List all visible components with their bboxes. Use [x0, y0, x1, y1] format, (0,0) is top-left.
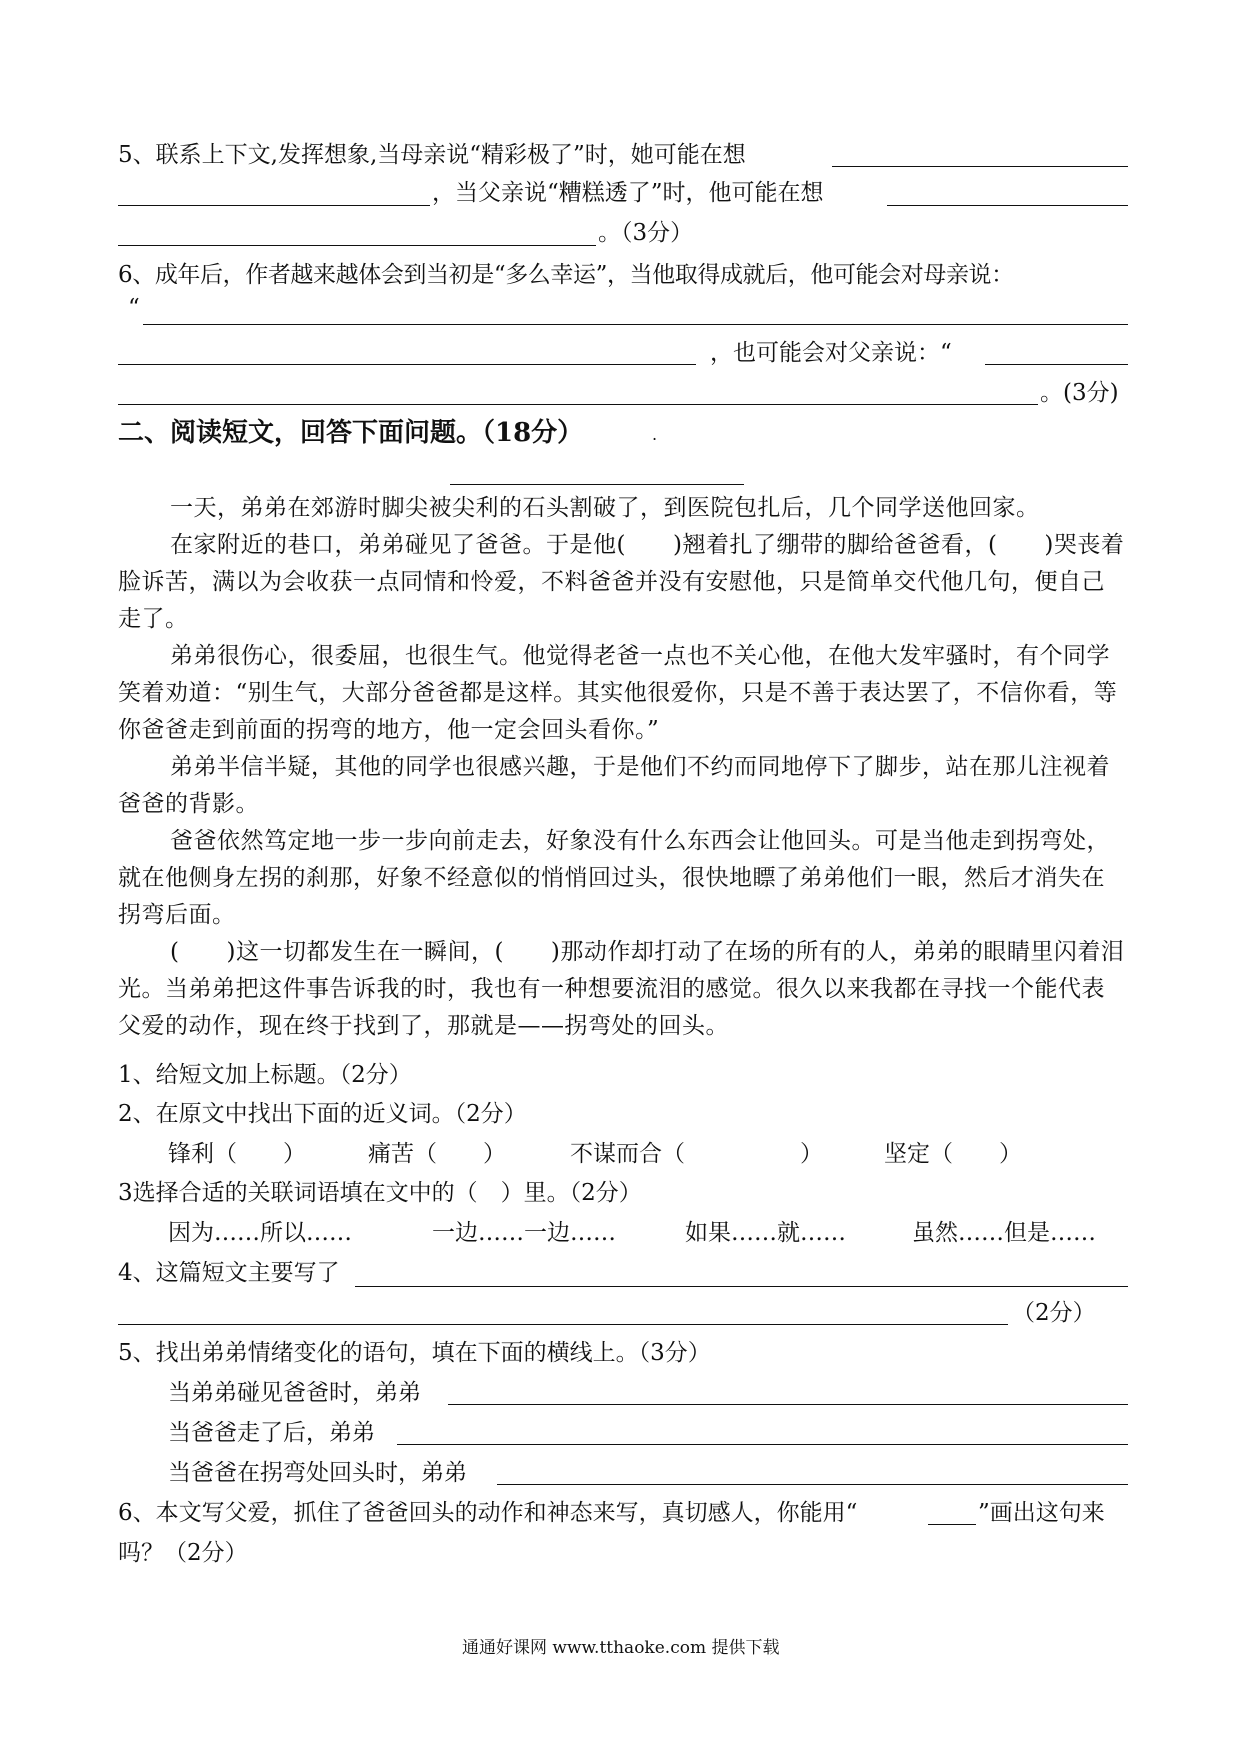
passage-paragraph-1: 一天，弟弟在郊游时脚尖被尖利的石头割破了，到医院包扎后，几个同学送他回家。 [170, 495, 1040, 521]
q5-blank-4[interactable] [118, 245, 596, 246]
q6-blank-3[interactable] [985, 364, 1128, 365]
q6-sample-underline [928, 1524, 976, 1525]
q3-option-3: 如果……就…… [685, 1220, 846, 1246]
q5-answer-blank-3[interactable] [497, 1484, 1128, 1485]
section-heading: 二、阅读短文，回答下面问题。（18分） [118, 418, 584, 448]
q6-prompt-1: 6、本文写父爱，抓住了爸爸回头的动作和神态来写，真切感人，你能用“ [118, 1500, 858, 1526]
passage-paragraph-3: 弟弟很伤心，很委屈，也很生气。他觉得老爸一点也不关心他，在他大发牢骚时，有个同学笑着劝道：“别生气，大部分爸爸都是这样。其实他很爱你，只是不善于表达罢了，不信你看，等你爸爸走到前面的拐弯的地方，他一定会回头看你。” [118, 643, 1118, 743]
question-1: 1、给短文加上标题。（2分） [118, 1062, 412, 1088]
footer-credit: 通通好课网 www.tthaoke.com 提供下载 [462, 1638, 780, 1658]
q2-item-4: 坚定（ ） [884, 1141, 1022, 1167]
q5-line2: ，当父亲说“糟糕透了”时，他可能在想 [432, 180, 824, 206]
question-5: 5、找出弟弟情绪变化的语句，填在下面的横线上。（3分） [118, 1340, 711, 1366]
passage-paragraph-2: 在家附近的巷口，弟弟碰见了爸爸。于是他( )翘着扎了绷带的脚给爸爸看，( )哭丧着脸诉苦，满以为会收获一点同情和怜爱，不料爸爸并没有安慰他，只是简单交代他几句，便自己走了。 [118, 532, 1125, 632]
q5-prompt-1: 当弟弟碰见爸爸时，弟弟 [168, 1380, 421, 1406]
q5-answer-blank-1[interactable] [448, 1404, 1128, 1405]
q3-option-2: 一边……一边…… [432, 1220, 616, 1246]
q5-blank-1[interactable] [832, 166, 1128, 167]
question-3: 3选择合适的关联词语填在文中的（ ）里。（2分） [118, 1180, 642, 1206]
question-2: 2、在原文中找出下面的近义词。（2分） [118, 1101, 527, 1127]
heading-dot: . [652, 425, 658, 444]
q4-score: （2分） [1012, 1300, 1096, 1326]
q2-item-1: 锋利（ ） [168, 1141, 306, 1167]
q2-item-2: 痛苦（ ） [368, 1141, 506, 1167]
q4-blank-2[interactable] [118, 1324, 1008, 1325]
q6-blank-4[interactable] [118, 404, 1038, 405]
passage-paragraph-5: 爸爸依然笃定地一步一步向前走去，好象没有什么东西会让他回头。可是当他走到拐弯处，就在他侧身左拐的刹那，好象不经意似的悄悄回过头，很快地瞟了弟弟他们一眼，然后才消失在拐弯后面。 [118, 828, 1110, 928]
q5-line1: 5、联系上下文,发挥想象,当母亲说“精彩极了”时，她可能在想 [118, 142, 746, 168]
q6-blank-1[interactable] [143, 324, 1128, 325]
q6-line2: ，也可能会对父亲说：“ [710, 340, 952, 366]
passage-paragraph-4: 弟弟半信半疑，其他的同学也很感兴趣，于是他们不约而同地停下了脚步，站在那儿注视着爸爸的背影。 [118, 754, 1110, 817]
title-blank[interactable] [450, 484, 744, 485]
passage-paragraph-6: ( )这一切都发生在一瞬间，( )那动作却打动了在场的所有的人，弟弟的眼睛里闪着泪光。当弟弟把这件事告诉我的时，我也有一种想要流泪的感觉。很久以来我都在寻找一个能代表父爱的动作，现在终于找到了，那就是——拐弯处的回头。 [118, 939, 1125, 1039]
q5-blank-3[interactable] [887, 205, 1128, 206]
q3-option-1: 因为……所以…… [168, 1220, 352, 1246]
q5-prompt-3: 当爸爸在拐弯处回头时，弟弟 [168, 1460, 467, 1486]
question-4: 4、这篇短文主要写了 [118, 1260, 340, 1286]
q5-line3: 。（3分） [598, 220, 694, 246]
q6-line3: 。(3分) [1040, 380, 1119, 406]
q6-prompt-line2: 吗？（2分） [118, 1540, 248, 1566]
q5-answer-blank-2[interactable] [397, 1444, 1128, 1445]
q6-line1: 6、成年后，作者越来越体会到当初是“多么幸运”，当他取得成就后，他可能会对母亲说： [118, 262, 1014, 288]
q6-prompt-2: ”画出这句来 [978, 1500, 1105, 1526]
q6-open-quote: “ [128, 295, 140, 321]
q3-option-4: 虽然……但是…… [912, 1220, 1096, 1246]
q6-blank-2[interactable] [118, 364, 696, 365]
q4-blank-1[interactable] [355, 1286, 1128, 1287]
q5-blank-2[interactable] [118, 205, 430, 206]
q5-prompt-2: 当爸爸走了后，弟弟 [168, 1420, 375, 1446]
q2-item-3: 不谋而合（ ） [570, 1141, 823, 1167]
